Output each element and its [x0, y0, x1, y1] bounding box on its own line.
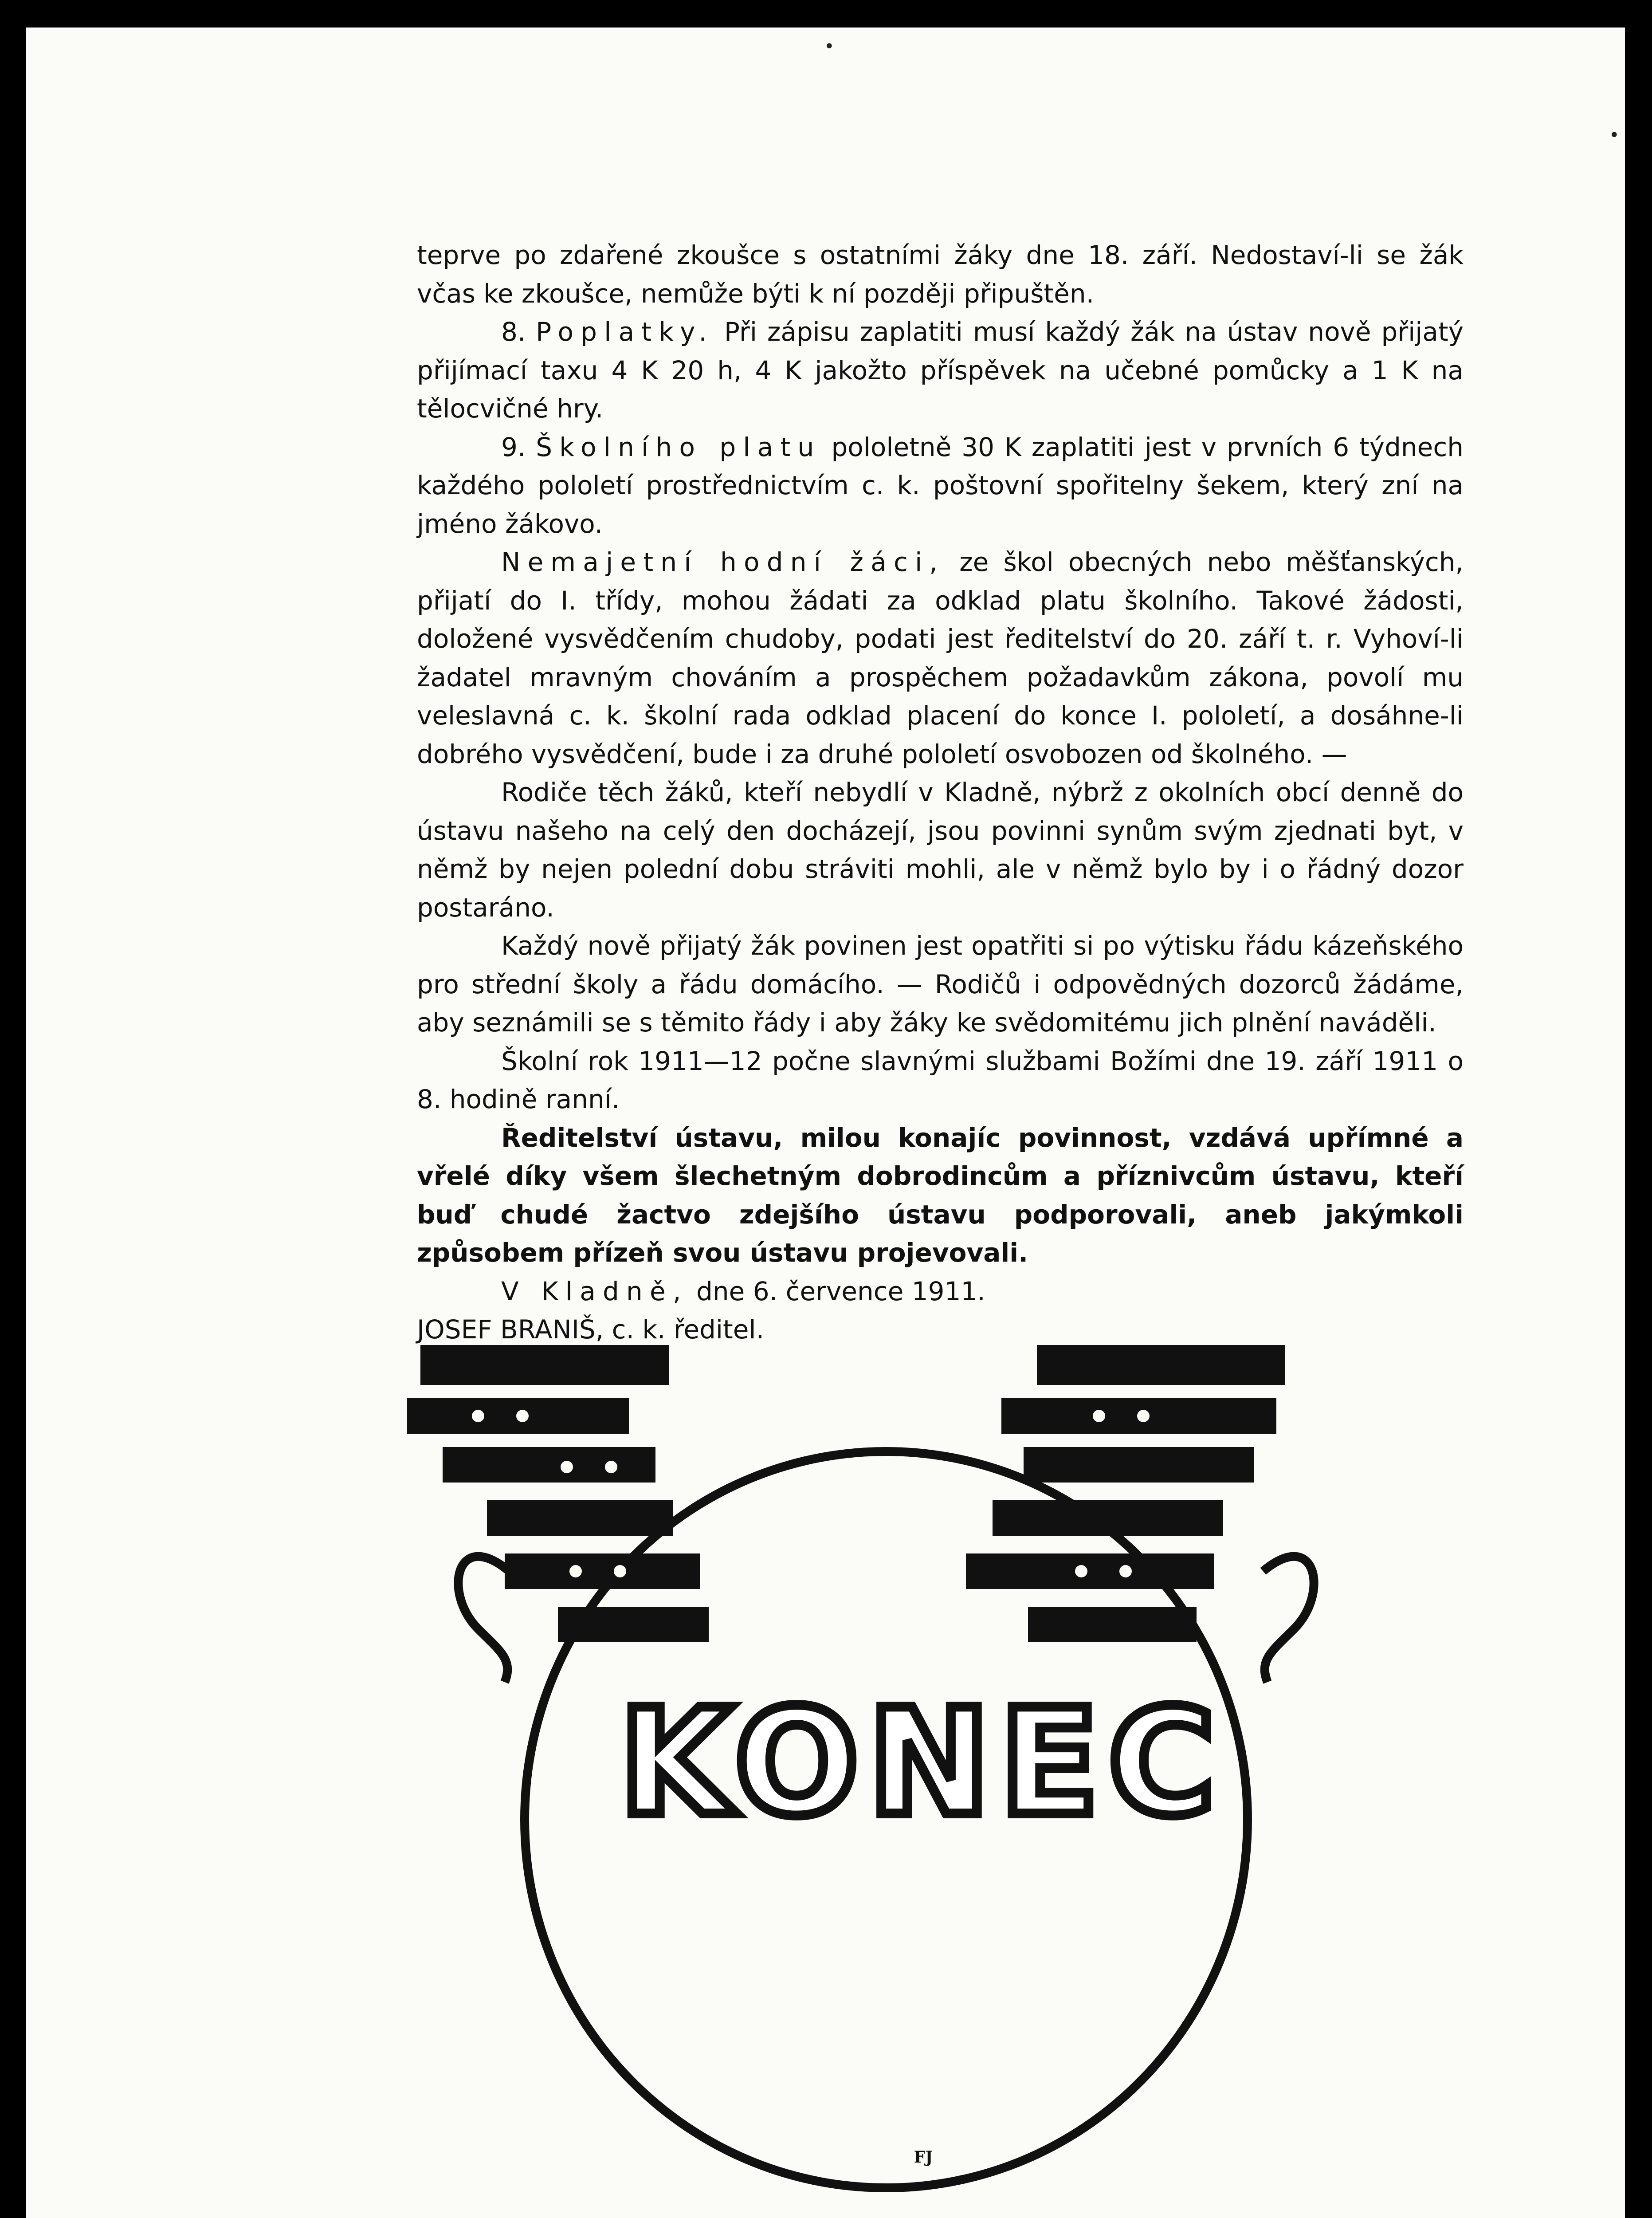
edge-mark: •: [824, 36, 835, 57]
section-heading: Poplatky.: [536, 317, 714, 347]
section-heading: Nemajetní hodní žáci,: [501, 547, 945, 577]
paragraph-text: Školní rok 1911—12 počne slavnými službami Božími dne 19. září 1911 o 8. hodině ranní.: [417, 1046, 1464, 1114]
paragraph-fees: [417, 313, 1464, 428]
paragraph-tuition: [417, 428, 1464, 543]
closing-text: Ředitelství ústavu, milou konajíc povinnost, vzdává upřímné a vřelé díky všem šlechetným dobrodincům a příznivcům ústavu, kteří buď chudé žactvo zdejšího ústavu podporovali, aneb jakýmkoli způsobem přízeň svou ústavu projevovali.: [417, 1122, 1464, 1268]
paragraph-rules: [417, 927, 1464, 1042]
paragraph-1: [417, 236, 1464, 313]
paragraph-number: 8.: [501, 317, 536, 347]
date-text: dne 6. července 1911.: [688, 1276, 985, 1306]
paragraph-parents: [417, 773, 1464, 927]
artist-monogram: FJ: [914, 2148, 933, 2167]
paragraph-text: Při zápisu zaplatiti musí každý žák na ústav nově přijatý přijímací taxu 4 K 20 h, 4 K jakožto příspěvek na učebné pomůcky a 1 K na tělocvičné hry.: [417, 317, 1464, 424]
paragraph-text: ze škol obecných nebo měšťanských, přijatí do I. třídy, mohou žádati za odklad platu školního. Takové žádosti, doložené vysvědčením chudoby, podati jest ředitelství do 20. září t. r. Vyhoví-li žadatel mravným chováním a prospěchem požadavkům zákona, povolí mu veleslavná c. k. školní rada odklad placení do konce I. pololetí, a dosáhne-li dobrého vysvědčení, bude i za druhé pololetí osvobozen od školného. —: [417, 547, 1464, 769]
signature: JOSEF BRANIŠ, c. k. ředitel.: [417, 1314, 764, 1345]
place-name: V Kladně,: [501, 1276, 688, 1306]
paragraph-text: teprve po zdařené zkoušce s ostatními žáky dne 18. září. Nedostaví-li se žák včas ke zkoušce, nemůže býti k ní později připuštěn.: [417, 240, 1464, 309]
paragraph-school-year: [417, 1042, 1464, 1119]
konec-title: KONEC: [619, 1678, 1224, 1848]
edge-mark: •: [1609, 125, 1620, 146]
paragraph-text: pololetně 30 K zaplatiti jest v prvních 6 týdnech každého pololetí prostřednictvím c. k. poštovní spořitelny šekem, který zní na jméno žákovo.: [417, 432, 1464, 539]
section-heading: Školního platu: [536, 432, 821, 462]
paragraph-poor-students: [417, 543, 1464, 773]
paragraph-number: 9.: [501, 432, 536, 462]
paragraph-thanks: [417, 1119, 1464, 1272]
paragraph-text: Rodiče těch žáků, kteří nebydlí v Kladně, nýbrž z okolních obcí denně do ústavu našeho na celý den docházejí, jsou povinni synům svým zjednati byt, v němž by nejen polední dobu stráviti mohli, ale v němž bylo by i o řádný dozor postaráno.: [417, 777, 1464, 923]
body-text: [417, 236, 1464, 1349]
paragraph-text: Každý nově přijatý žák povinen jest opatřiti si po výtisku řádu kázeňského pro střední školy a řádu domácího. — Rodičů i odpovědných dozorců žádáme, aby seznámili se s těmito řády i aby žáky ke svědomitému jich plnění naváděli.: [417, 931, 1464, 1038]
document-page: [26, 28, 1625, 2218]
